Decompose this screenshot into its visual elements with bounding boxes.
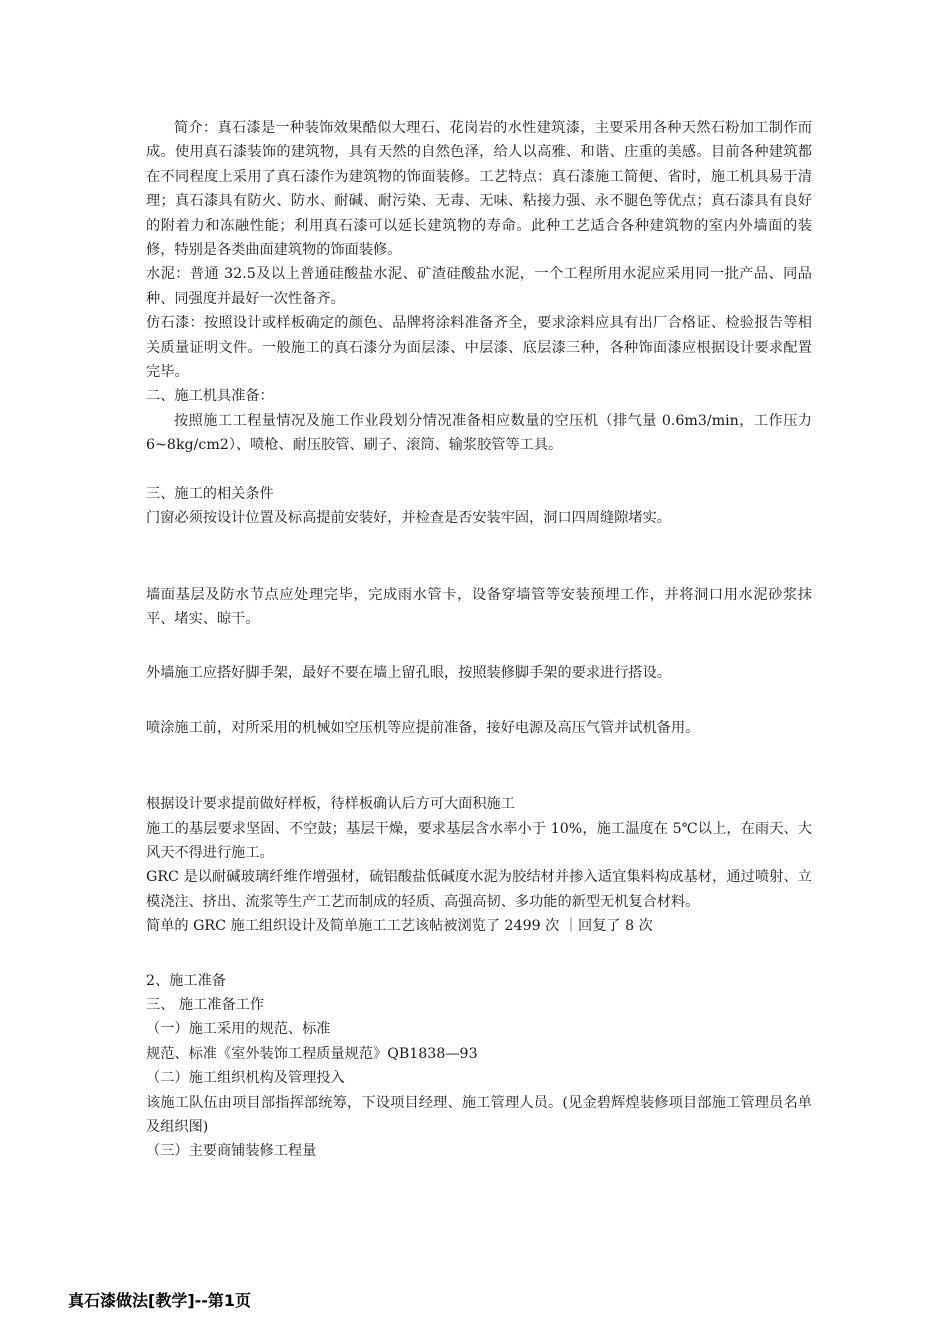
spray-prep-paragraph: 喷涂施工前，对所采用的机械如空压机等应提前准备，接好电源及高压气管并试机备用。 — [146, 719, 700, 736]
intro-paragraph: 简介：真石漆是一种装饰效果酷似大理石、花岗岩的水性建筑漆，主要采用各种天然石粉加工制作而成。使用真石漆装饰的建筑物，具有天然的自然色泽，给人以高雅、和谐、庄重的美感。目前各种建筑都在不同程度上采用了真石漆作为建筑物的饰面装修。工艺特点：真石漆施工简便、省时，施工机具易于清理；真石漆具有防火、防水、耐碱、耐污染、无毒、无味、粘接力强、永不腿色等优点；真石漆具有良好的附着力和冻融性能；利用真石漆可以延长建筑物的寿命。此种工艺适合各种建筑物的室内外墙面的装修，特别是各类曲面建筑物的饰面装修。 — [146, 120, 812, 259]
spacer — [146, 631, 812, 661]
organization-heading: （二）施工组织机构及管理投入 — [146, 1070, 345, 1087]
spacer — [146, 939, 812, 969]
spacer — [146, 686, 812, 716]
sample-paragraph: 根据设计要求提前做好样板，待样板确认后方可大面积施工 — [146, 796, 515, 813]
organization-paragraph: 该施工队伍由项目部指挥部统筹，下设项目经理、施工管理人员。(见金碧辉煌装修项目部施工管理员名单及组织图) — [146, 1094, 812, 1135]
section-heading-tools: 二、施工机具准备： — [146, 388, 274, 405]
document-body — [146, 116, 812, 1164]
forum-stats-line: 简单的 GRC 施工组织设计及简单施工工艺该帖被浏览了 2499 次 ｜回复了 8 次 — [146, 918, 653, 935]
tools-paragraph: 按照施工工程量情况及施工作业段划分情况准备相应数量的空压机（排气量 0.6m3/min，工作压力 6~8kg/cm2）、喷枪、耐压胶管、刷子、滚筒、输浆胶管等工具。 — [146, 412, 812, 454]
section-heading-conditions: 三、施工的相关条件 — [146, 485, 274, 502]
spacer — [146, 740, 812, 792]
page-footer: 真石漆做法[教学]--第1页 — [68, 1291, 252, 1310]
wall-base-paragraph: 墙面基层及防水节点应处理完毕，完成雨水管卡，设备穿墙管等安装预埋工作，并将洞口用水泥砂浆抹平、堵实、晾干。 — [146, 586, 812, 627]
standards-line: 规范、标准《室外装饰工程质量规范》QB1838—93 — [146, 1045, 478, 1062]
base-requirement-paragraph: 施工的基层要求坚固、不空鼓；基层干燥，要求基层含水率小于 10%，施工温度在 5℃以上，在雨天、大风天不得进行施工。 — [146, 820, 812, 861]
cement-paragraph: 水泥：普通 32.5及以上普通硅酸盐水泥、矿渣硅酸盐水泥，一个工程所用水泥应采用同一批产品、同品种、同强度并最好一次性备齐。 — [146, 266, 812, 307]
doors-windows-paragraph: 门窗必须按设计位置及标高提前安装好，并检查是否安装牢固，洞口四周缝隙堵实。 — [146, 510, 671, 527]
faux-stone-paint-paragraph: 仿石漆：按照设计或样板确定的颜色、品牌将涂料准备齐全，要求涂料应具有出厂合格证、检验报告等相关质量证明文件。一般施工的真石漆分为面层漆、中层漆、底层漆三种，各种饰面漆应根据设计要求配置完毕。 — [146, 315, 812, 381]
scaffold-paragraph: 外墙施工应搭好脚手架，最好不要在墙上留孔眼，按照装修脚手架的要求进行搭设。 — [146, 665, 671, 682]
spacer — [146, 531, 812, 583]
grc-definition-paragraph: GRC 是以耐碱玻璃纤维作增强材，硫铝酸盐低碱度水泥为胶结材并掺入适宜集料构成基材，通过喷射、立模浇注、挤出、流浆等生产工艺而制成的轻质、高强高韧、多功能的新型无机复合材料。 — [146, 869, 812, 910]
spacer — [146, 458, 812, 482]
standards-heading: （一）施工采用的规范、标准 — [146, 1021, 331, 1038]
work-quantity-heading: （三）主要商铺装修工程量 — [146, 1143, 317, 1160]
prep-work-heading: 三、 施工准备工作 — [146, 996, 265, 1013]
construction-prep-heading: 2、施工准备 — [146, 972, 226, 989]
